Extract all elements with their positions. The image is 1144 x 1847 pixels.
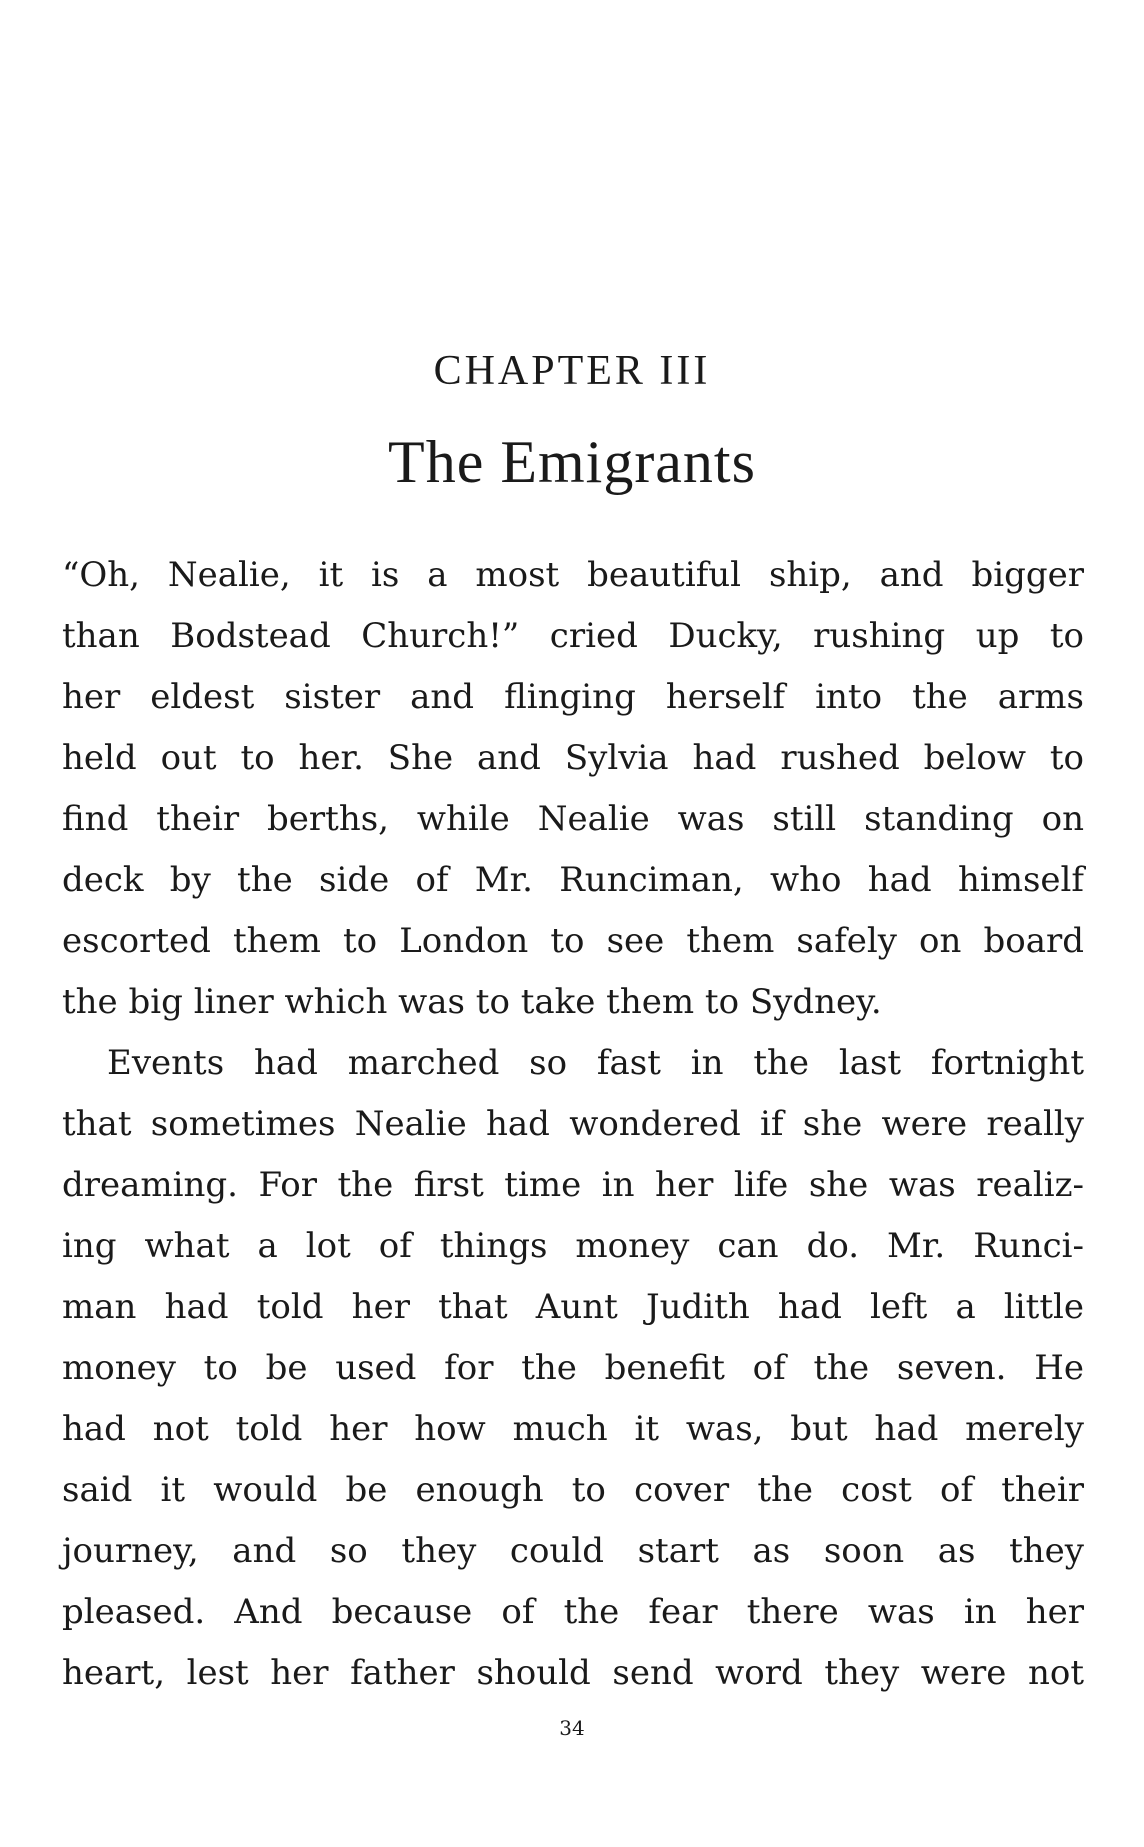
text-line: “Oh, Nealie, it is a most beautiful ship, and bigger: [62, 555, 1084, 595]
chapter-number: CHAPTER III: [433, 348, 711, 394]
text-line: said it would be enough to cover the cost of their: [62, 1470, 1084, 1510]
text-line: find their berths, while Nealie was still standing on: [62, 799, 1084, 839]
text-line: ing what a lot of things money can do. Mr. Runci-: [62, 1226, 1084, 1266]
text-line: escorted them to London to see them safely on board: [62, 921, 1084, 961]
text-line: the big liner which was to take them to Sydney.: [62, 982, 882, 1022]
text-line: deck by the side of Mr. Runciman, who had himself: [62, 860, 1084, 900]
paragraph-2: [62, 1033, 1084, 1704]
text-line: man had told her that Aunt Judith had left a little: [62, 1287, 1084, 1327]
text-line: her eldest sister and flinging herself into the arms: [62, 677, 1084, 717]
text-line: journey, and so they could start as soon as they: [62, 1531, 1084, 1571]
text-line: dreaming. For the first time in her life she was realiz-: [62, 1165, 1084, 1205]
page-number: 34: [559, 1716, 585, 1740]
body-text: [62, 545, 1084, 1704]
text-line: heart, lest her father should send word they were not: [62, 1653, 1084, 1693]
text-line: money to be used for the benefit of the seven. He: [62, 1348, 1084, 1388]
text-line: that sometimes Nealie had wondered if she were really: [62, 1104, 1084, 1144]
text-line: than Bodstead Church!” cried Ducky, rushing up to: [62, 616, 1084, 656]
chapter-title: The Emigrants: [388, 429, 756, 495]
text-line: had not told her how much it was, but had merely: [62, 1409, 1084, 1449]
text-line: Events had marched so fast in the last fortnight: [107, 1043, 1084, 1083]
paragraph-1: [62, 545, 1084, 1033]
text-line: held out to her. She and Sylvia had rushed below to: [62, 738, 1084, 778]
text-line: pleased. And because of the fear there was in her: [62, 1592, 1084, 1632]
